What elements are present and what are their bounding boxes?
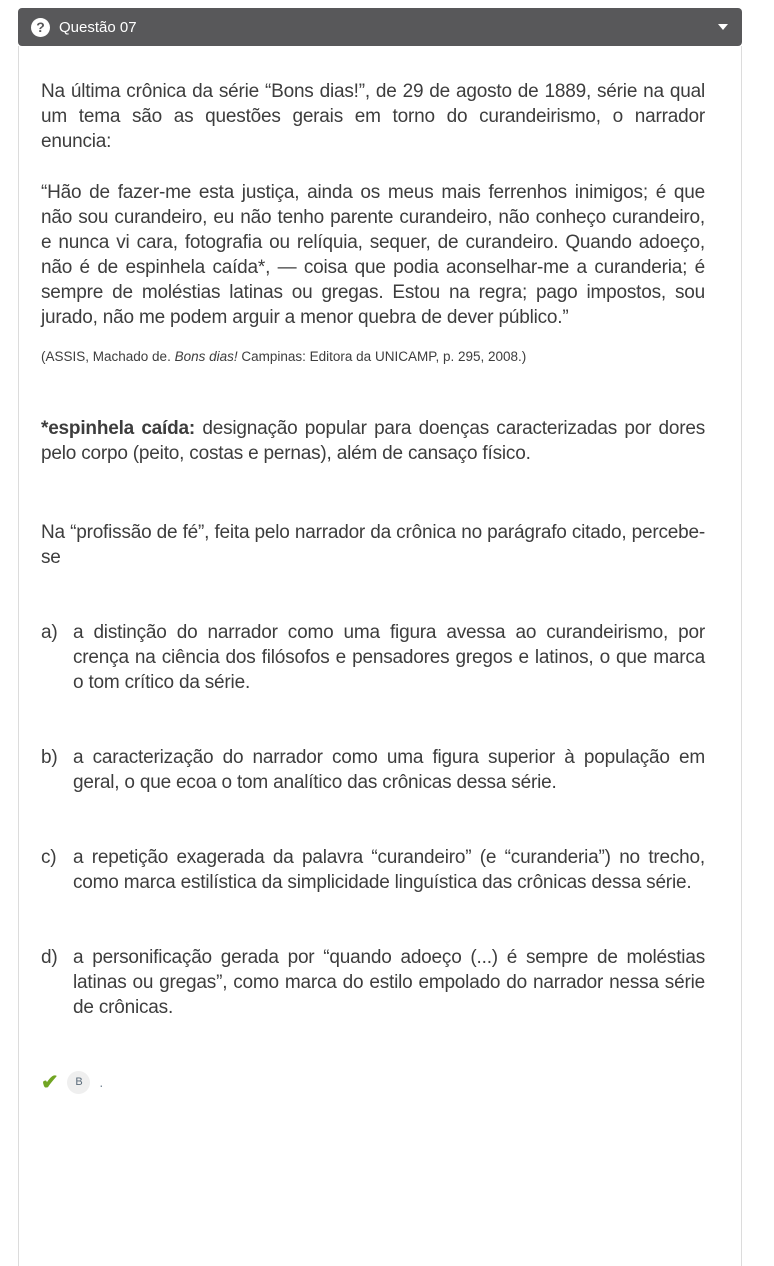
option-d	[41, 945, 705, 1020]
footnote-text: designação popular para doenças caracterizadas por dores pelo corpo (peito, costas e pernas), além de cansaço físico.	[41, 418, 705, 464]
quote-paragraph: “Hão de fazer-me esta justiça, ainda os meus mais ferrenhos inimigos; é que não sou curandeiro, eu não tenho parente curandeiro, não conheço curandeiro, e nunca vi cara, fotografia ou relíquia, sequer, de curandeiro. Quando adoeço, não é de espinhela caída*, — coisa que podia aconselhar-me a curanderia; é sempre de moléstias latinas ou gregas. Estou na regra; pago impostos, sou jurado, não me podem arguir a menor quebra de dever público.”	[41, 182, 705, 328]
option-c-letter: c)	[41, 847, 57, 868]
option-d-letter: d)	[41, 947, 58, 968]
footnote-term: *espinhela caída:	[41, 418, 196, 439]
citation-line	[41, 348, 705, 366]
option-b-letter: b)	[41, 747, 58, 768]
citation-work-title: Bons dias!	[174, 349, 238, 364]
question-header[interactable]	[18, 8, 742, 46]
answer-row	[41, 1070, 705, 1095]
footnote	[41, 416, 705, 466]
question-body	[18, 46, 742, 1266]
option-c	[41, 845, 705, 895]
option-b	[41, 745, 705, 795]
option-a	[41, 620, 705, 695]
check-icon: ✔	[41, 1070, 59, 1094]
option-c-text: a repetição exagerada da palavra “curandeiro” (e “curanderia”) no trecho, como marca estilística da simplicidade linguística das crônicas dessa série.	[73, 847, 705, 893]
citation-pre: (ASSIS, Machado de.	[41, 349, 175, 364]
intro-paragraph: Na última crônica da série “Bons dias!”, de 29 de agosto de 1889, série na qual um tema são as questões gerais em torno do curandeirismo, o narrador enuncia:	[41, 81, 705, 152]
options-list	[41, 620, 705, 1020]
option-d-text: a personificação gerada por “quando adoeço (...) é sempre de moléstias latinas ou gregas”, como marca do estilo empolado do narrador nessa série de crônicas.	[73, 947, 705, 1018]
citation-post: Campinas: Editora da UNICAMP, p. 295, 2008.)	[237, 349, 527, 364]
option-a-letter: a)	[41, 622, 58, 643]
answer-badge: B	[67, 1071, 90, 1094]
option-b-text: a caracterização do narrador como uma figura superior à população em geral, o que ecoa o tom analítico das crônicas dessa série.	[73, 747, 705, 793]
question-title: Questão 07	[59, 18, 137, 36]
question-stem: Na “profissão de fé”, feita pelo narrador da crônica no parágrafo citado, percebe-se	[41, 522, 705, 568]
answer-suffix: .	[99, 1074, 104, 1090]
question-circle-icon: ?	[31, 18, 50, 37]
question-panel	[18, 8, 742, 1266]
option-a-text: a distinção do narrador como uma figura avessa ao curandeirismo, por crença na ciência dos filósofos e pensadores gregos e latinos, o que marca o tom crítico da série.	[73, 622, 705, 693]
chevron-down-icon[interactable]	[718, 24, 728, 30]
